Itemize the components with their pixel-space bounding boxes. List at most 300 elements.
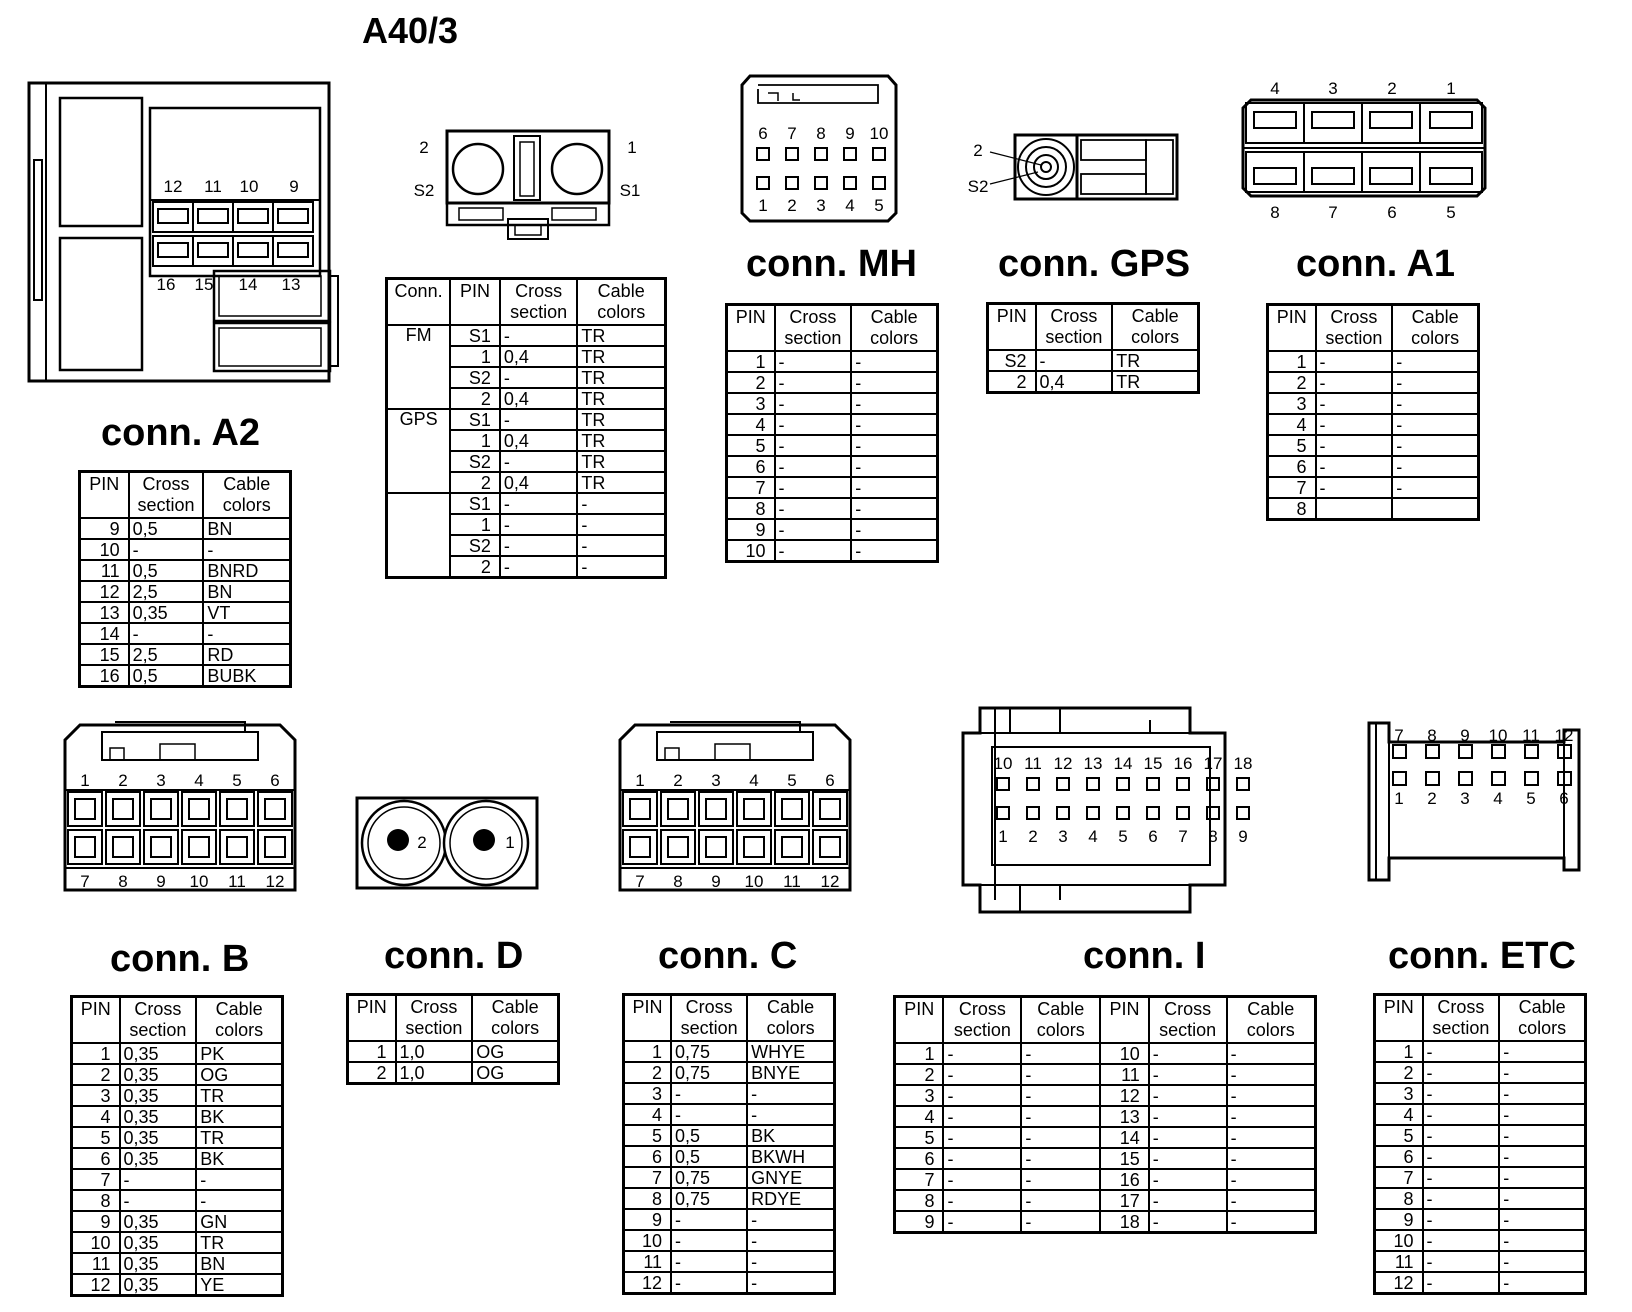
table-row	[1375, 1062, 1586, 1083]
pin-cell: 1	[450, 514, 500, 535]
b-bottom-label: 12	[265, 872, 285, 891]
fm-label-2: 2	[419, 138, 429, 157]
cable-cell: -	[577, 535, 665, 556]
header-cable-line2: colors	[222, 495, 271, 515]
pin-cell: 9	[80, 518, 129, 539]
header-pin: PIN	[1100, 997, 1148, 1044]
gps-label-s2: S2	[967, 177, 989, 196]
cross-cell: 0,5	[671, 1125, 747, 1146]
conn-d-drawing	[354, 795, 544, 895]
table-row	[72, 1043, 283, 1064]
cross-cell: -	[943, 1106, 1021, 1127]
header-cable-line1: Cable	[1518, 997, 1566, 1017]
cross-cell: -	[1423, 1230, 1500, 1251]
table-row	[72, 1106, 283, 1127]
b-pin-socket	[189, 799, 209, 819]
b-top-label: 1	[80, 771, 90, 790]
cable-cell	[1392, 498, 1478, 520]
c-top-label: 1	[635, 771, 645, 790]
pin-cell: 1	[450, 430, 500, 451]
pin-cell: 6	[1268, 456, 1316, 477]
pin-cell: S2	[450, 535, 500, 556]
i-pin-socket	[1147, 778, 1159, 790]
etc-pin-socket	[1426, 772, 1439, 785]
etc-pin-socket	[1492, 772, 1505, 785]
pin-cell: 1	[727, 351, 775, 372]
table-row	[1268, 498, 1479, 520]
i-pin-socket	[997, 807, 1009, 819]
cable-cell: -	[1021, 1127, 1100, 1148]
header-cross	[396, 995, 473, 1042]
b-pin-socket	[151, 799, 171, 819]
cross-cell: 0,75	[671, 1041, 747, 1062]
cross-cell: -	[120, 1190, 197, 1211]
pin-cell: 7	[727, 477, 775, 498]
cable-cell: TR	[196, 1232, 282, 1253]
b-bottom-label: 10	[189, 872, 209, 891]
header-cross-line1: Cross	[1050, 306, 1098, 326]
b-pin-socket	[151, 837, 171, 857]
i-pin-socket	[1117, 778, 1129, 790]
header-pin: PIN	[895, 997, 944, 1044]
pin-cell: 3	[895, 1085, 944, 1106]
cross-cell: -	[1423, 1146, 1500, 1167]
b-pin-socket	[75, 799, 95, 819]
etc-bottom-label: 5	[1526, 789, 1536, 808]
i-bottom-label: 2	[1028, 827, 1038, 846]
cross-cell: -	[1316, 372, 1393, 393]
b-pin-socket	[227, 799, 247, 819]
a1-label-4: 4	[1270, 79, 1280, 98]
table-row	[1375, 1104, 1586, 1125]
pin-cell: 11	[624, 1251, 672, 1272]
b-pin-socket	[265, 799, 285, 819]
header-cross-line1: Cross	[789, 307, 837, 327]
conn-a1-title: conn. A1	[1296, 243, 1456, 285]
b-top-label: 2	[118, 771, 128, 790]
conn-etc-drawing	[1364, 720, 1584, 890]
i-top-label: 13	[1083, 754, 1103, 773]
header-cable	[472, 995, 558, 1042]
conn-c-drawing	[615, 720, 855, 900]
cross-cell: 0,35	[120, 1253, 197, 1274]
cross-cell: -	[775, 456, 852, 477]
etc-pin-socket	[1393, 745, 1406, 758]
cross-cell: 0,35	[120, 1127, 197, 1148]
table-row	[72, 1169, 283, 1190]
cross-cell: -	[1149, 1043, 1227, 1064]
cross-cell: -	[671, 1209, 747, 1230]
cross-cell: -	[943, 1211, 1021, 1233]
pin-cell: 10	[72, 1232, 120, 1253]
pin-cell: 11	[1375, 1251, 1423, 1272]
cable-cell: TR	[196, 1085, 282, 1106]
a2-label-15: 15	[194, 275, 214, 294]
a2-label-14: 14	[238, 275, 258, 294]
mh-label-6: 6	[758, 124, 768, 143]
header-cross-line2: section	[680, 1018, 738, 1038]
pin-cell: 2	[348, 1062, 396, 1084]
cross-cell: 0,75	[671, 1167, 747, 1188]
pin-cell: 13	[1100, 1106, 1148, 1127]
b-top-label: 5	[232, 771, 242, 790]
cable-cell: -	[851, 540, 937, 562]
cross-cell: -	[775, 435, 852, 456]
cross-cell: 1,0	[396, 1041, 473, 1062]
conn-d-table	[346, 993, 560, 1085]
i-pin-socket	[1027, 807, 1039, 819]
cable-cell: TR	[577, 409, 665, 430]
c-pin-cell	[813, 792, 847, 826]
a1-label-8: 8	[1270, 203, 1280, 222]
pin-cell: 1	[72, 1043, 120, 1064]
pin-cell: 12	[80, 581, 129, 602]
table-row	[1375, 1083, 1586, 1104]
i-pin-socket	[1207, 778, 1219, 790]
pin-cell: 8	[1268, 498, 1316, 520]
i-bottom-label: 4	[1088, 827, 1098, 846]
b-pin-socket	[75, 837, 95, 857]
pin-cell: 18	[1100, 1211, 1148, 1233]
header-cross	[120, 997, 197, 1044]
table-row	[1268, 456, 1479, 477]
table-row	[72, 1085, 283, 1106]
conn-mh-table	[725, 303, 939, 563]
b-pin-cell	[68, 830, 102, 864]
conn-a1-table	[1266, 303, 1480, 521]
cable-cell: -	[1499, 1209, 1585, 1230]
cross-cell: -	[943, 1064, 1021, 1085]
cable-cell: GN	[196, 1211, 282, 1232]
c-top-label: 6	[825, 771, 835, 790]
cross-cell: 0,4	[500, 346, 578, 367]
i-top-label: 15	[1143, 754, 1163, 773]
header-cross	[1149, 997, 1227, 1044]
cable-cell: -	[1499, 1125, 1585, 1146]
header-pin: PIN	[624, 995, 672, 1042]
i-pin-socket	[1207, 807, 1219, 819]
cross-cell: -	[943, 1169, 1021, 1190]
cable-cell: WHYE	[747, 1041, 834, 1062]
conn-a1-drawing	[1237, 78, 1497, 228]
cable-cell: -	[1021, 1190, 1100, 1211]
header-cable-line2: colors	[766, 1018, 815, 1038]
etc-pin-socket	[1393, 772, 1406, 785]
table-row	[72, 1064, 283, 1085]
cross-cell: -	[1316, 351, 1393, 372]
pin-cell: 10	[1375, 1230, 1423, 1251]
cross-cell: 0,5	[129, 665, 204, 687]
c-pin-socket	[668, 799, 688, 819]
cross-cell: -	[500, 535, 578, 556]
table-row	[895, 1148, 1316, 1169]
pin-cell: 1	[1375, 1041, 1423, 1062]
cable-cell: -	[1499, 1083, 1585, 1104]
cable-cell: -	[1227, 1211, 1316, 1233]
pin-cell: 3	[727, 393, 775, 414]
cable-cell: -	[1499, 1062, 1585, 1083]
b-pin-cell	[220, 830, 254, 864]
etc-pin-socket	[1426, 745, 1439, 758]
b-top-label: 3	[156, 771, 166, 790]
pin-cell: 5	[895, 1127, 944, 1148]
pin-cell: 14	[80, 623, 129, 644]
cross-cell: 0,35	[120, 1211, 197, 1232]
fm-gps-table	[385, 277, 667, 579]
header-cross	[671, 995, 747, 1042]
pin-cell: 5	[1375, 1125, 1423, 1146]
cable-cell: -	[851, 351, 937, 372]
header-pin: PIN	[727, 305, 775, 352]
header-cross	[775, 305, 852, 352]
cross-cell: 0,4	[500, 472, 578, 493]
pin-cell: 3	[624, 1083, 672, 1104]
cable-cell: -	[851, 477, 937, 498]
i-pin-socket	[1057, 778, 1069, 790]
cable-cell: TR	[196, 1127, 282, 1148]
i-pin-socket	[1027, 778, 1039, 790]
i-top-label: 10	[993, 754, 1013, 773]
table-row	[348, 1062, 559, 1084]
cross-cell: -	[1149, 1211, 1227, 1233]
cable-cell: -	[1499, 1272, 1585, 1294]
pin-cell: 15	[1100, 1148, 1148, 1169]
conn-etc-title: conn. ETC	[1388, 935, 1576, 977]
cross-cell: -	[1149, 1148, 1227, 1169]
cross-cell: -	[1149, 1106, 1227, 1127]
etc-pin-socket	[1525, 745, 1538, 758]
c-bottom-label: 11	[783, 872, 801, 891]
table-row	[72, 1232, 283, 1253]
mh-label-9: 9	[845, 124, 855, 143]
cable-cell: OG	[472, 1041, 558, 1062]
cable-cell: BK	[196, 1148, 282, 1169]
header-cross-line2: section	[1325, 328, 1383, 348]
conn-gps-drawing	[967, 132, 1180, 202]
cable-cell: BN	[196, 1253, 282, 1274]
header-cross	[500, 279, 578, 326]
cross-cell: 0,35	[120, 1148, 197, 1169]
conn-b-table	[70, 995, 284, 1297]
header-cable-line1: Cable	[491, 997, 539, 1017]
cable-cell: -	[196, 1190, 282, 1211]
cable-cell: -	[1227, 1085, 1316, 1106]
table-row	[1268, 372, 1479, 393]
b-pin-socket	[227, 837, 247, 857]
pin-cell: 10	[624, 1230, 672, 1251]
conn-b-title: conn. B	[110, 938, 250, 980]
etc-pin-socket	[1459, 772, 1472, 785]
i-pin-socket	[1237, 778, 1249, 790]
cross-cell: -	[671, 1104, 747, 1125]
cable-cell: -	[1021, 1211, 1100, 1233]
cable-cell: -	[1499, 1167, 1585, 1188]
cable-cell: BN	[203, 518, 290, 539]
b-pin-cell	[68, 792, 102, 826]
b-top-label: 4	[194, 771, 204, 790]
cable-cell: -	[851, 435, 937, 456]
cable-cell: OG	[196, 1064, 282, 1085]
pin-cell: 13	[80, 602, 129, 623]
header-cable-line1: Cable	[1037, 999, 1085, 1019]
header-cross-line2: section	[510, 302, 568, 322]
cross-cell: -	[671, 1083, 747, 1104]
b-pin-cell	[258, 792, 292, 826]
header-cross-line2: section	[129, 1020, 187, 1040]
i-top-label: 12	[1053, 754, 1073, 773]
cable-cell: -	[1227, 1064, 1316, 1085]
c-top-label: 5	[787, 771, 797, 790]
table-row	[387, 325, 666, 346]
cable-cell: -	[1392, 477, 1478, 498]
header-conn: Conn.	[387, 279, 451, 326]
table-row	[624, 1167, 835, 1188]
header-cable-line2: colors	[1246, 1020, 1295, 1040]
cross-cell: -	[500, 514, 578, 535]
cross-cell: -	[943, 1190, 1021, 1211]
c-bottom-label: 12	[820, 872, 840, 891]
header-cross	[1036, 304, 1113, 351]
table-row	[895, 1190, 1316, 1211]
a2-label-11: 11	[204, 177, 222, 196]
d-label-2: 2	[417, 833, 427, 852]
conn-gps-table	[986, 302, 1200, 394]
pin-cell: S2	[450, 367, 500, 388]
header-cable-line1: Cable	[1131, 306, 1179, 326]
cross-cell: -	[1423, 1041, 1500, 1062]
cross-cell: -	[1423, 1125, 1500, 1146]
pin-cell: 1	[450, 346, 500, 367]
etc-bottom-label: 3	[1460, 789, 1470, 808]
mh-label-3: 3	[816, 196, 826, 215]
pin-cell: 4	[624, 1104, 672, 1125]
pin-cell: 6	[895, 1148, 944, 1169]
etc-bottom-label: 6	[1559, 789, 1569, 808]
etc-bottom-label: 4	[1493, 789, 1503, 808]
cross-cell: -	[775, 414, 852, 435]
cross-cell: -	[943, 1127, 1021, 1148]
c-pin-cell	[699, 792, 733, 826]
i-bottom-label: 5	[1118, 827, 1128, 846]
pin-cell: 10	[80, 539, 129, 560]
cross-cell: -	[1149, 1169, 1227, 1190]
mh-label-8: 8	[816, 124, 826, 143]
cable-cell: -	[1499, 1146, 1585, 1167]
pin-cell: 2	[450, 388, 500, 409]
cross-cell: -	[1423, 1272, 1500, 1294]
pin-cell: 3	[72, 1085, 120, 1106]
i-pin-socket	[1087, 778, 1099, 790]
pin-cell: 11	[72, 1253, 120, 1274]
table-row	[80, 602, 291, 623]
cross-cell: -	[500, 325, 578, 346]
table-row	[387, 493, 666, 514]
b-pin-cell	[106, 792, 140, 826]
i-top-label: 14	[1113, 754, 1133, 773]
header-cable-line2: colors	[597, 302, 646, 322]
pin-cell: 5	[1268, 435, 1316, 456]
cable-cell: -	[1227, 1190, 1316, 1211]
table-row	[727, 498, 938, 519]
c-pin-socket	[706, 799, 726, 819]
table-row	[1375, 1230, 1586, 1251]
pin-cell: 6	[624, 1146, 672, 1167]
cross-cell: 0,35	[120, 1043, 197, 1064]
table-row	[80, 560, 291, 581]
cable-cell: TR	[577, 472, 665, 493]
table-row	[1268, 393, 1479, 414]
cross-cell: -	[775, 540, 852, 562]
header-cable-line1: Cable	[223, 474, 271, 494]
cross-cell: -	[775, 498, 852, 519]
c-pin-socket	[744, 837, 764, 857]
pin-cell: S1	[450, 325, 500, 346]
header-cross-line1: Cross	[1437, 997, 1485, 1017]
cable-cell: -	[1227, 1106, 1316, 1127]
cross-cell: -	[943, 1148, 1021, 1169]
cross-cell: -	[1423, 1062, 1500, 1083]
table-row	[624, 1230, 835, 1251]
pin-cell: 16	[1100, 1169, 1148, 1190]
header-cross	[1423, 995, 1500, 1042]
table-row	[895, 1064, 1316, 1085]
fm-label-s1: S1	[619, 181, 641, 200]
c-pin-cell	[737, 830, 771, 864]
table-row	[895, 1085, 1316, 1106]
i-top-label: 18	[1233, 754, 1253, 773]
i-top-label: 16	[1173, 754, 1193, 773]
mh-label-7: 7	[787, 124, 797, 143]
table-row	[895, 1169, 1316, 1190]
cable-cell: -	[577, 493, 665, 514]
cable-cell: -	[1227, 1127, 1316, 1148]
cable-cell: -	[747, 1272, 834, 1294]
header-cross-line2: section	[784, 328, 842, 348]
header-pin: PIN	[72, 997, 120, 1044]
cross-cell: -	[775, 519, 852, 540]
table-row	[72, 1190, 283, 1211]
pin-cell: 9	[1375, 1209, 1423, 1230]
cable-cell: TR	[1112, 371, 1198, 393]
cross-cell: -	[1423, 1209, 1500, 1230]
i-bottom-label: 6	[1148, 827, 1158, 846]
table-row	[624, 1146, 835, 1167]
header-cross-line2: section	[1045, 327, 1103, 347]
header-cross-line1: Cross	[134, 999, 182, 1019]
cross-cell: -	[500, 556, 578, 578]
cable-cell: -	[851, 498, 937, 519]
cable-cell: -	[747, 1230, 834, 1251]
cross-cell: -	[1423, 1251, 1500, 1272]
i-top-label: 17	[1203, 754, 1223, 773]
cable-cell: BNYE	[747, 1062, 834, 1083]
cable-cell: -	[1227, 1169, 1316, 1190]
cable-cell: BN	[203, 581, 290, 602]
cable-cell: -	[851, 414, 937, 435]
table-row	[624, 1041, 835, 1062]
cable-cell: TR	[577, 451, 665, 472]
c-bottom-label: 8	[673, 872, 683, 891]
etc-top-label: 7	[1394, 726, 1404, 745]
cross-cell: -	[1036, 350, 1113, 371]
cable-cell: -	[747, 1083, 834, 1104]
c-pin-cell	[699, 830, 733, 864]
cable-cell: -	[747, 1209, 834, 1230]
cross-cell: -	[671, 1272, 747, 1294]
cross-cell: -	[1423, 1104, 1500, 1125]
i-pin-socket	[1177, 778, 1189, 790]
conn-a2-drawing	[26, 80, 346, 385]
